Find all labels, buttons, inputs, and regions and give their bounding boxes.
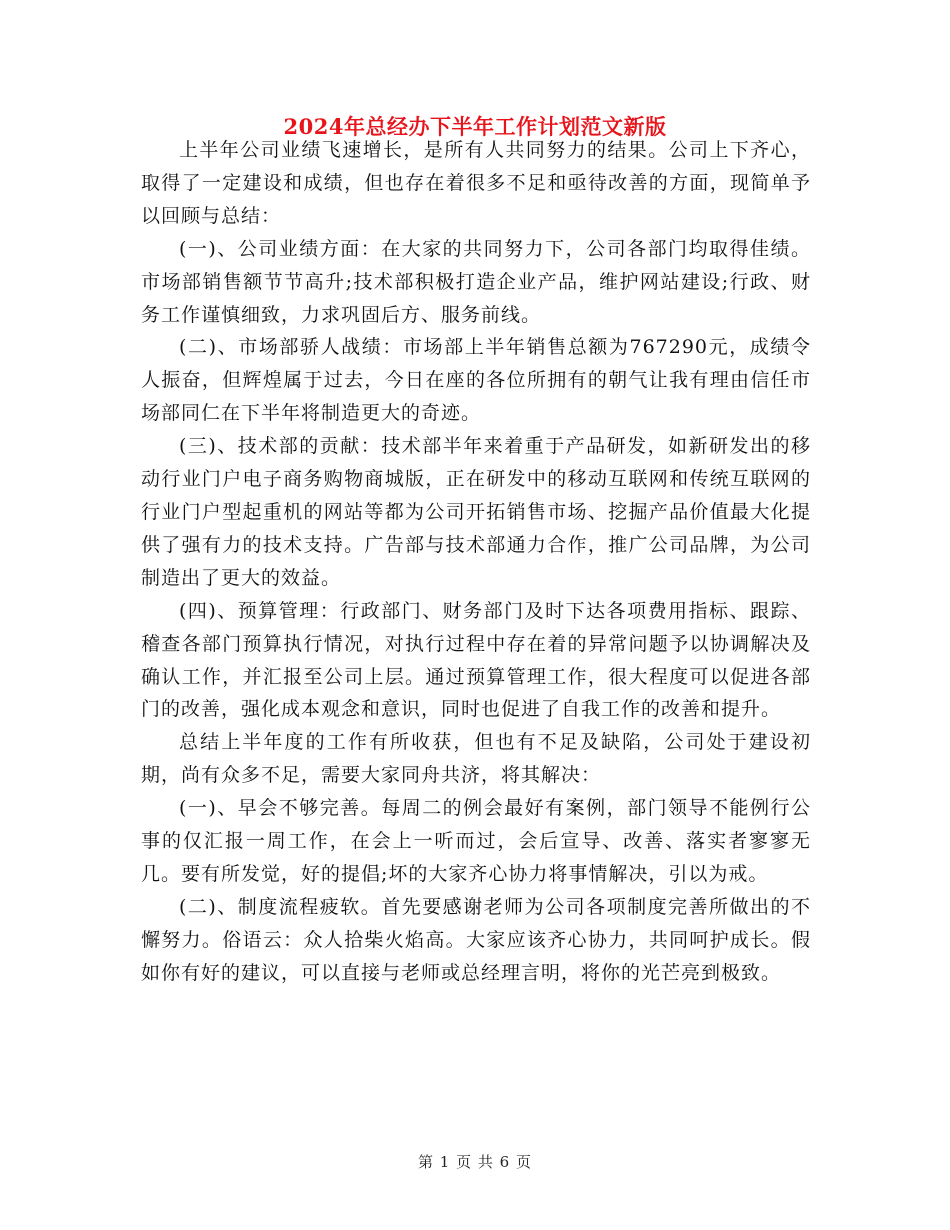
paragraph-summary: 总结上半年度的工作有所收获，但也有不足及缺陷，公司处于建设初期，尚有众多不足，需要大家同舟共济，将其解决： <box>141 731 811 787</box>
paragraph-budget: (四)、预算管理：行政部门、财务部门及时下达各项费用指标、跟踪、稽查各部门预算执行情况，对执行过程中存在着的异常问题予以协调解决及确认工作，并汇报至公司上层。通过预算管理工作，很大程度可以促进各部门的改善，强化成本观念和意识，同时也促进了自我工作的改善和提升。 <box>141 599 811 721</box>
paragraph-intro: 上半年公司业绩飞速增长，是所有人共同努力的结果。公司上下齐心，取得了一定建设和成绩，但也存在着很多不足和亟待改善的方面，现简单予以回顾与总结： <box>141 139 811 227</box>
paragraph-morning-meeting: (一)、早会不够完善。每周二的例会最好有案例，部门领导不能例行公事的仅汇报一周工作，在会上一听而过，会后宣导、改善、落实者寥寥无几。要有所发觉，好的提倡;坏的大家齐心协力将事情解决，引以为戒。 <box>141 797 811 885</box>
paragraph-technology: (三)、技术部的贡献：技术部半年来着重于产品研发，如新研发出的移动行业门户电子商务购物商城版，正在研发中的移动互联网和传统互联网的行业门户型起重机的网站等都为公司开拓销售市场、挖掘产品价值最大化提供了强有力的技术支持。广告部与技术部通力合作，推广公司品牌，为公司制造出了更大的效益。 <box>141 435 811 589</box>
page-number-label: 第 1 页 共 6 页 <box>418 1153 532 1171</box>
paragraph-process: (二)、制度流程疲软。首先要感谢老师为公司各项制度完善所做出的不懈努力。俗语云：众人拾柴火焰高。大家应该齐心协力，共同呵护成长。假如你有好的建议，可以直接与老师或总经理言明，将你的光芒亮到极致。 <box>141 895 811 984</box>
document-body <box>141 134 811 990</box>
document-title: 2024年总经办下半年工作计划范文新版 <box>283 114 667 139</box>
paragraph-marketing: (二)、市场部骄人战绩：市场部上半年销售总额为767290元，成绩令人振奋，但辉煌属于过去，今日在座的各位所拥有的朝气让我有理由信任市场部同仁在下半年将制造更大的奇迹。 <box>141 336 811 425</box>
page-footer <box>0 1152 950 1172</box>
paragraph-performance: (一)、公司业绩方面：在大家的共同努力下，公司各部门均取得佳绩。市场部销售额节节高升;技术部积极打造企业产品，维护网站建设;行政、财务工作谨慎细致，力求巩固后方、服务前线。 <box>141 237 811 326</box>
